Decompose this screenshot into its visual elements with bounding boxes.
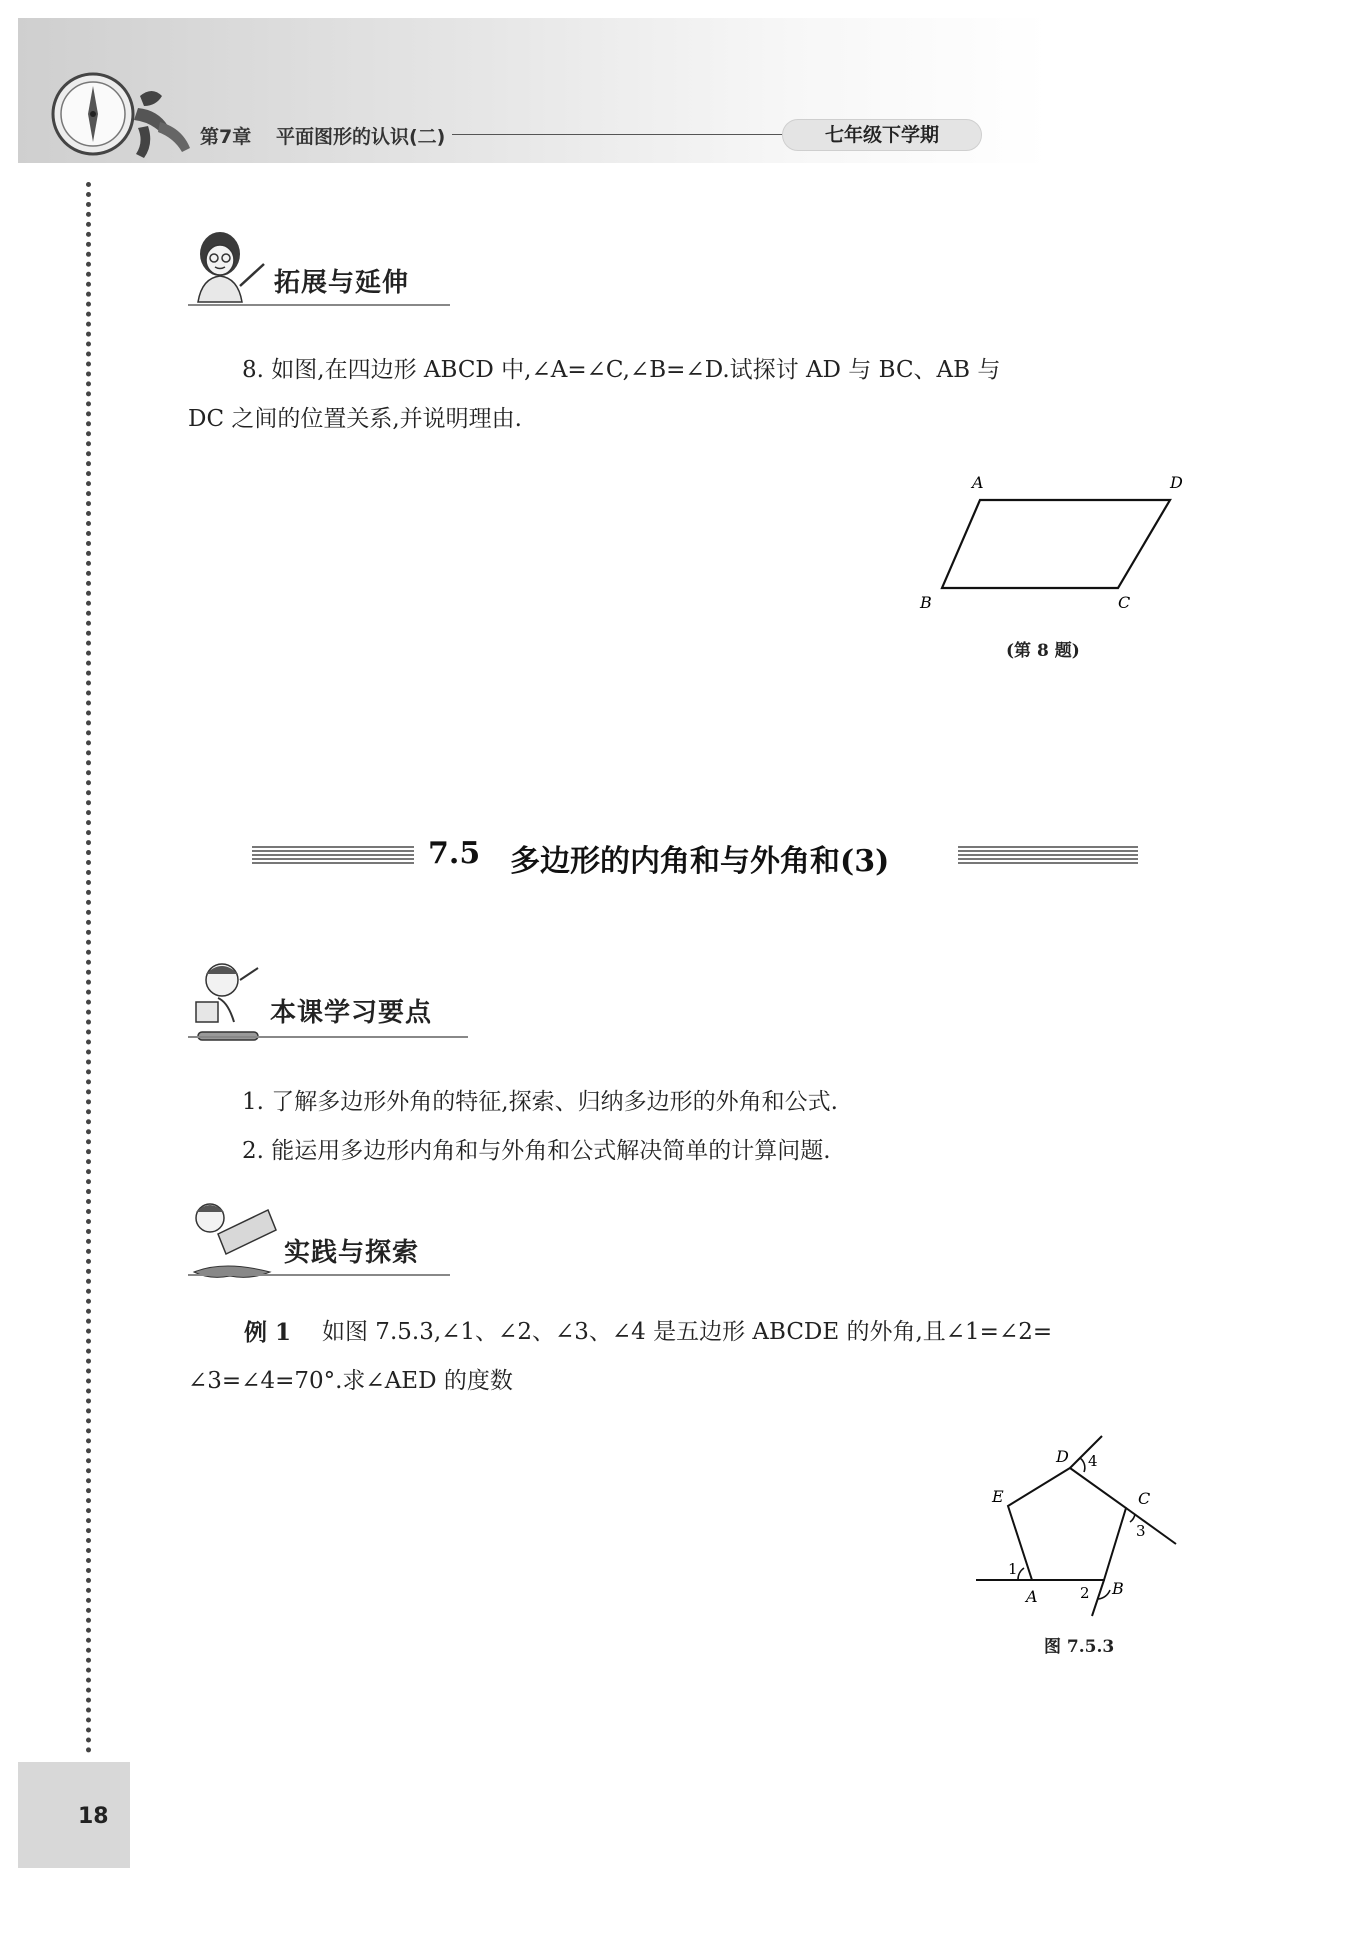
svg-text:A: A bbox=[972, 473, 984, 492]
section-underline bbox=[188, 1274, 450, 1276]
compass-runner-logo bbox=[48, 64, 198, 164]
student-reading-icon bbox=[188, 958, 274, 1048]
example1-line2: ∠3=∠4=70°.求∠AED 的度数 bbox=[188, 1368, 513, 1394]
example1-label: 例 1 bbox=[244, 1319, 292, 1346]
figure8-caption: (第 8 题) bbox=[1006, 641, 1080, 661]
teacher-icon bbox=[188, 228, 268, 308]
header-rule bbox=[452, 134, 784, 135]
section-underline bbox=[188, 304, 450, 306]
page-number: 18 bbox=[78, 1804, 109, 1829]
svg-text:C: C bbox=[1138, 1489, 1151, 1508]
lesson-number: 7.5 bbox=[428, 836, 481, 871]
svg-text:B: B bbox=[1112, 1579, 1124, 1598]
svg-text:D: D bbox=[1170, 473, 1183, 492]
title-stripes-left bbox=[252, 846, 414, 864]
header-chapter-title: 平面图形的认识(二) bbox=[276, 126, 446, 148]
svg-text:D: D bbox=[1056, 1447, 1069, 1466]
grade-badge: 七年级下学期 bbox=[782, 119, 982, 151]
keypoint-1: 1. 了解多边形外角的特征,探索、归纳多边形的外角和公式. bbox=[242, 1089, 838, 1115]
svg-text:A: A bbox=[1026, 1587, 1038, 1606]
title-stripes-right bbox=[958, 846, 1138, 864]
problem8-line1: 8. 如图,在四边形 ABCD 中,∠A=∠C,∠B=∠D.试探讨 AD 与 BC、AB 与 bbox=[242, 357, 1001, 383]
keypoint-2: 2. 能运用多边形内角和与外角和公式解决简单的计算问题. bbox=[242, 1138, 831, 1164]
section-underline bbox=[188, 1036, 468, 1038]
svg-text:4: 4 bbox=[1088, 1452, 1098, 1470]
svg-text:2: 2 bbox=[1080, 1584, 1090, 1602]
svg-text:E: E bbox=[992, 1487, 1004, 1506]
problem8-line2: DC 之间的位置关系,并说明理由. bbox=[188, 406, 522, 432]
svg-text:C: C bbox=[1118, 593, 1131, 612]
section-title-practice: 实践与探索 bbox=[284, 1238, 420, 1268]
dotted-margin bbox=[86, 182, 91, 1754]
page-number-box bbox=[18, 1762, 130, 1868]
parallelogram-figure bbox=[900, 460, 1200, 660]
svg-text:B: B bbox=[920, 593, 932, 612]
figure-7-5-3-caption: 图 7.5.3 bbox=[1044, 1637, 1115, 1657]
pentagon-figure bbox=[970, 1430, 1190, 1620]
lesson-title: 多边形的内角和与外角和(3) bbox=[510, 844, 890, 879]
svg-text:3: 3 bbox=[1136, 1522, 1146, 1540]
svg-text:1: 1 bbox=[1008, 1560, 1018, 1578]
section-title-keypoints: 本课学习要点 bbox=[270, 998, 433, 1028]
example1-line1: 如图 7.5.3,∠1、∠2、∠3、∠4 是五边形 ABCDE 的外角,且∠1=∠2= bbox=[322, 1319, 1053, 1345]
section-title-extension: 拓展与延伸 bbox=[274, 268, 410, 298]
header-chapter: 第7章 bbox=[200, 126, 252, 148]
